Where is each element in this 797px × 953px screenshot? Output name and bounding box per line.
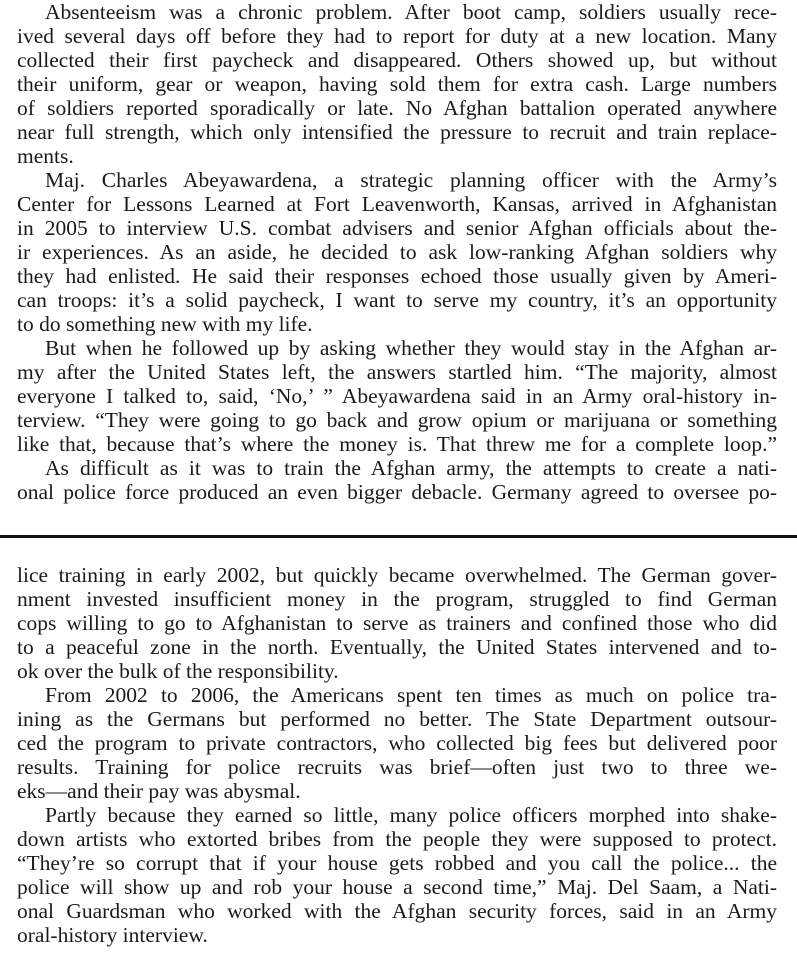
text-line: collected their first paycheck and disappeared. Others showed up, but without <box>17 48 777 72</box>
text-line: eks—and their pay was abysmal. <box>17 779 301 803</box>
text-line: can troops: it’s a solid paycheck, I want to serve my country, it’s an opportunity <box>17 288 777 312</box>
text-line: to a peaceful zone in the north. Eventually, the United States intervened and to- <box>17 635 777 659</box>
text-line: police will show up and rob your house a second time,” Maj. Del Saam, a Nati- <box>17 875 777 899</box>
text-line: their uniform, gear or weapon, having sold them for extra cash. Large numbers <box>17 72 777 96</box>
text-line: cops willing to go to Afghanistan to serve as trainers and confined those who did <box>17 611 777 635</box>
text-line: near full strength, which only intensified the pressure to recruit and train replace- <box>17 120 777 144</box>
paragraph-first-line: Partly because they earned so little, many police officers morphed into shake- <box>45 803 777 827</box>
text-line: down artists who extorted bribes from the people they were supposed to protect. <box>17 827 777 851</box>
text-line: onal police force produced an even bigger debacle. Germany agreed to oversee po- <box>17 480 777 504</box>
page-divider <box>0 535 797 538</box>
paragraph-first-line: As difficult as it was to train the Afghan army, the attempts to create a nati- <box>45 456 777 480</box>
paragraph-first-line: But when he followed up by asking whether they would stay in the Afghan ar- <box>45 336 777 360</box>
text-line: ments. <box>17 144 74 168</box>
text-line: onal Guardsman who worked with the Afghan security forces, said in an Army <box>17 899 777 923</box>
top-text-block <box>17 0 777 504</box>
text-line: my after the United States left, the answers startled him. “The majority, almost <box>17 360 777 384</box>
text-line: results. Training for police recruits was brief—often just two to three we- <box>17 755 777 779</box>
text-line: ir experiences. As an aside, he decided to ask low-ranking Afghan soldiers why <box>17 240 777 264</box>
text-line: ining as the Germans but performed no better. The State Department outsour- <box>17 707 777 731</box>
text-line: ived several days off before they had to report for duty at a new location. Many <box>17 24 777 48</box>
text-line: like that, because that’s where the money is. That threw me for a complete loop.” <box>17 432 777 456</box>
bottom-page-fragment <box>0 540 797 953</box>
paragraph-first-line: From 2002 to 2006, the Americans spent ten times as much on police tra- <box>45 683 777 707</box>
text-line: “They’re so corrupt that if your house gets robbed and you call the police... the <box>17 851 777 875</box>
text-line: they had enlisted. He said their responses echoed those usually given by Ameri- <box>17 264 777 288</box>
text-line: ok over the bulk of the responsibility. <box>17 659 339 683</box>
text-line: of soldiers reported sporadically or late. No Afghan battalion operated anywhere <box>17 96 777 120</box>
text-line: ced the program to private contractors, who collected big fees but delivered poor <box>17 731 777 755</box>
text-line: Center for Lessons Learned at Fort Leavenworth, Kansas, arrived in Afghanistan <box>17 192 777 216</box>
text-line: nment invested insufficient money in the program, struggled to find German <box>17 587 777 611</box>
text-line: everyone I talked to, said, ‘No,’ ” Abeyawardena said in an Army oral-history in- <box>17 384 777 408</box>
text-line: oral-history interview. <box>17 923 208 947</box>
text-line: lice training in early 2002, but quickly became overwhelmed. The German gover- <box>17 563 777 587</box>
paragraph-first-line: Maj. Charles Abeyawardena, a strategic planning officer with the Army’s <box>45 168 777 192</box>
paragraph-first-line: Absenteeism was a chronic problem. After boot camp, soldiers usually rece- <box>45 0 777 24</box>
text-line: to do something new with my life. <box>17 312 313 336</box>
text-line: terview. “They were going to go back and grow opium or marijuana or something <box>17 408 777 432</box>
bottom-text-block <box>17 563 777 947</box>
text-line: in 2005 to interview U.S. combat advisers and senior Afghan officials about the- <box>17 216 777 240</box>
